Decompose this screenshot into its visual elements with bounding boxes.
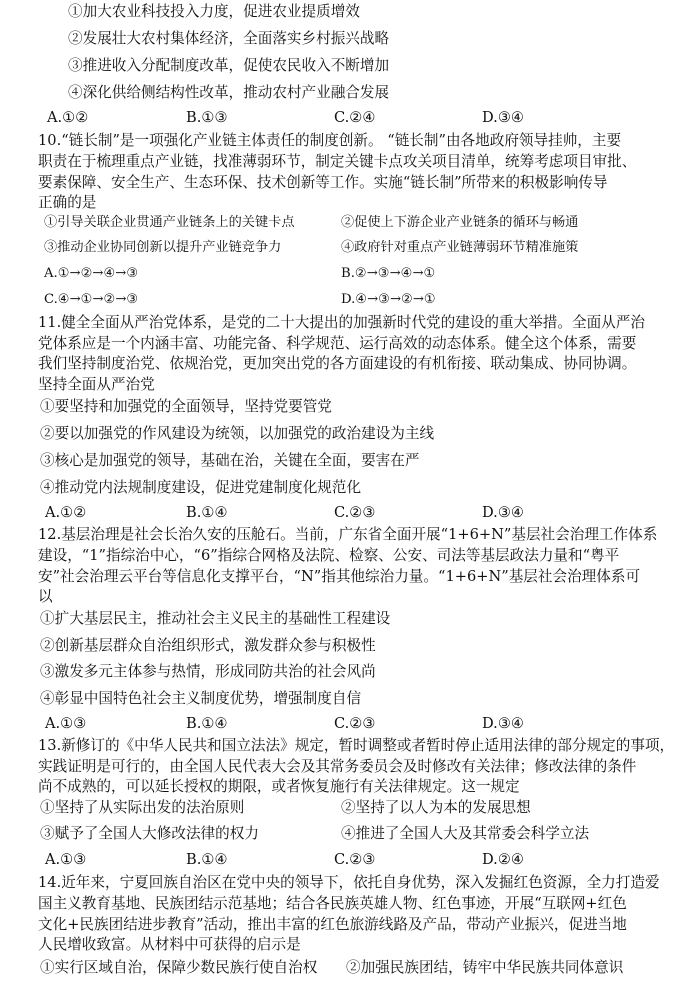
q10-stem-line-3: 要素保障、安全生产、生态环保、技术创新等工作。实施“链长制”所带来的积极影响传导 <box>38 174 608 191</box>
q11-statement-2: ②要以加强党的作风建设为统领，以加强党的政治建设为主线 <box>40 425 435 442</box>
q9-option-d: D.③④ <box>482 109 524 126</box>
q11-option-a: A.①② <box>45 504 87 521</box>
q11-option-c: C.②③ <box>334 504 376 521</box>
q11-statement-4: ④推动党内法规制度建设，促进党建制度化规范化 <box>40 479 362 496</box>
q10-stem-line-2: 职责在于梳理重点产业链，找准薄弱环节，制定关键卡点攻关项目清单，统筹考虑项目审批、 <box>38 153 637 170</box>
q9-statement-4: ④深化供给侧结构性改革，推动农村产业融合发展 <box>68 84 390 101</box>
q12-option-d: D.③④ <box>482 715 524 732</box>
q13-statement-1: ①坚持了从实际出发的法治原则 <box>40 799 245 816</box>
q11-option-d: D.③④ <box>482 504 524 521</box>
q9-option-a: A.①② <box>47 109 89 126</box>
q14-stem-line-4: 人民增收致富。从材料中可获得的启示是 <box>38 936 301 953</box>
q10-option-b: B.②→③→④→① <box>341 266 436 281</box>
q13-stem-line-3: 尚不成熟的，可以延长授权的期限，或者恢复施行有关法律规定。这一规定 <box>38 778 520 795</box>
q12-stem-line-2: 建设，“1”指综治中心，“6”指综合网格及法院、检察、公安、司法等基层政法力量和“粤平 <box>38 547 620 564</box>
q10-statement-4: ④政府针对重点产业链薄弱环节精准施策 <box>341 240 579 255</box>
q13-statement-2: ②坚持了以人为本的发展思想 <box>341 799 531 816</box>
q11-option-b: B.①④ <box>186 504 228 521</box>
q13-option-c: C.②③ <box>334 851 376 868</box>
q13-stem-line-1: 13.新修订的《中华人民共和国立法法》规定，暂时调整或者暂时停止适用法律的部分规定的事项， <box>38 737 675 754</box>
q12-statement-2: ②创新基层群众自治组织形式，激发群众参与积极性 <box>40 637 376 654</box>
q9-option-b: B.①③ <box>186 109 228 126</box>
q10-statement-2: ②促使上下游企业产业链条的循环与畅通 <box>341 215 579 230</box>
q11-stem-line-3: 我们坚持制度治党、依规治党，更加突出党的各方面建设的有机衔接、联动集成、协同协调。 <box>38 355 637 372</box>
q10-stem-line-4: 正确的是 <box>38 194 97 211</box>
q11-stem-line-1: 11.健全全面从严治党体系，是党的二十大提出的加强新时代党的建设的重大举措。全面从严治 <box>38 314 645 331</box>
q14-stem-line-2: 国主义教育基地、民族团结示范基地；结合各民族英雄人物、红色事迹，开展“互联网+红色 <box>38 895 627 912</box>
q11-statement-3: ③核心是加强党的领导，基础在治，关键在全面，要害在严 <box>40 452 420 469</box>
q10-statement-3: ③推动企业协同创新以提升产业链竞争力 <box>44 240 282 255</box>
q10-option-c: C.④→①→②→③ <box>44 292 139 307</box>
q10-statement-1: ①引导关联企业贯通产业链条上的关键卡点 <box>44 215 295 230</box>
q12-option-a: A.①③ <box>45 715 87 732</box>
q12-statement-1: ①扩大基层民主，推动社会主义民主的基础性工程建设 <box>40 610 391 627</box>
q9-statement-1: ①加大农业科技投入力度，促进农业提质增效 <box>68 3 360 20</box>
q14-statement-2: ②加强民族团结，铸牢中华民族共同体意识 <box>346 959 624 976</box>
q13-option-d: D.②④ <box>482 851 524 868</box>
q12-option-b: B.①④ <box>186 715 228 732</box>
q9-statement-2: ②发展壮大农村集体经济，全面落实乡村振兴战略 <box>68 30 390 47</box>
q12-stem-line-1: 12.基层治理是社会长治久安的压舱石。当前，广东省全面开展“1+6+N”基层社会治理工作体系 <box>38 526 658 543</box>
q13-option-b: B.①④ <box>186 851 228 868</box>
q12-option-c: C.②③ <box>334 715 376 732</box>
q9-option-c: C.②④ <box>334 109 376 126</box>
q12-stem-line-3: 安”社会治理云平台等信息化支撑平台，“N”指其他综治力量。“1+6+N”基层社会治理体系可 <box>38 568 641 585</box>
q13-statement-4: ④推进了全国人大及其常委会科学立法 <box>341 825 590 842</box>
q14-stem-line-1: 14.近年来，宁夏回族自治区在党中央的领导下，依托自身优势，深入发掘红色资源，全力打造爱 <box>38 874 660 891</box>
q14-stem-line-3: 文化+民族团结进步教育”活动，推出丰富的红色旅游线路及产品，带动产业振兴，促进当地 <box>38 916 627 933</box>
q12-statement-3: ③激发多元主体参与热情，形成同防共治的社会风尚 <box>40 663 376 680</box>
q12-stem-line-4: 以 <box>38 588 53 605</box>
q10-option-d: D.④→③→②→① <box>341 292 436 307</box>
q12-statement-4: ④彰显中国特色社会主义制度优势，增强制度自信 <box>40 690 362 707</box>
q10-stem-line-1: 10.“链长制”是一项强化产业链主体责任的制度创新。 “链长制”由各地政府领导挂帅，主要 <box>38 132 622 149</box>
q14-statement-1: ①实行区域自治，保障少数民族行使自治权 <box>40 959 318 976</box>
q13-stem-line-2: 实践证明是可行的，由全国人民代表大会及其常务委员会及时修改有关法律；修改法律的条件 <box>38 758 637 775</box>
q9-statement-3: ③推进收入分配制度改革，促使农民收入不断增加 <box>68 57 390 74</box>
q13-option-a: A.①③ <box>45 851 87 868</box>
q11-statement-1: ①要坚持和加强党的全面领导，坚持党要管党 <box>40 398 332 415</box>
q11-stem-line-4: 坚持全面从严治党 <box>38 376 155 393</box>
q13-statement-3: ③赋予了全国人大修改法律的权力 <box>40 825 259 842</box>
q10-option-a: A.①→②→④→③ <box>44 266 139 281</box>
q11-stem-line-2: 党体系应是一个内涵丰富、功能完备、科学规范、运行高效的动态体系。健全这个体系，需要 <box>38 335 637 352</box>
